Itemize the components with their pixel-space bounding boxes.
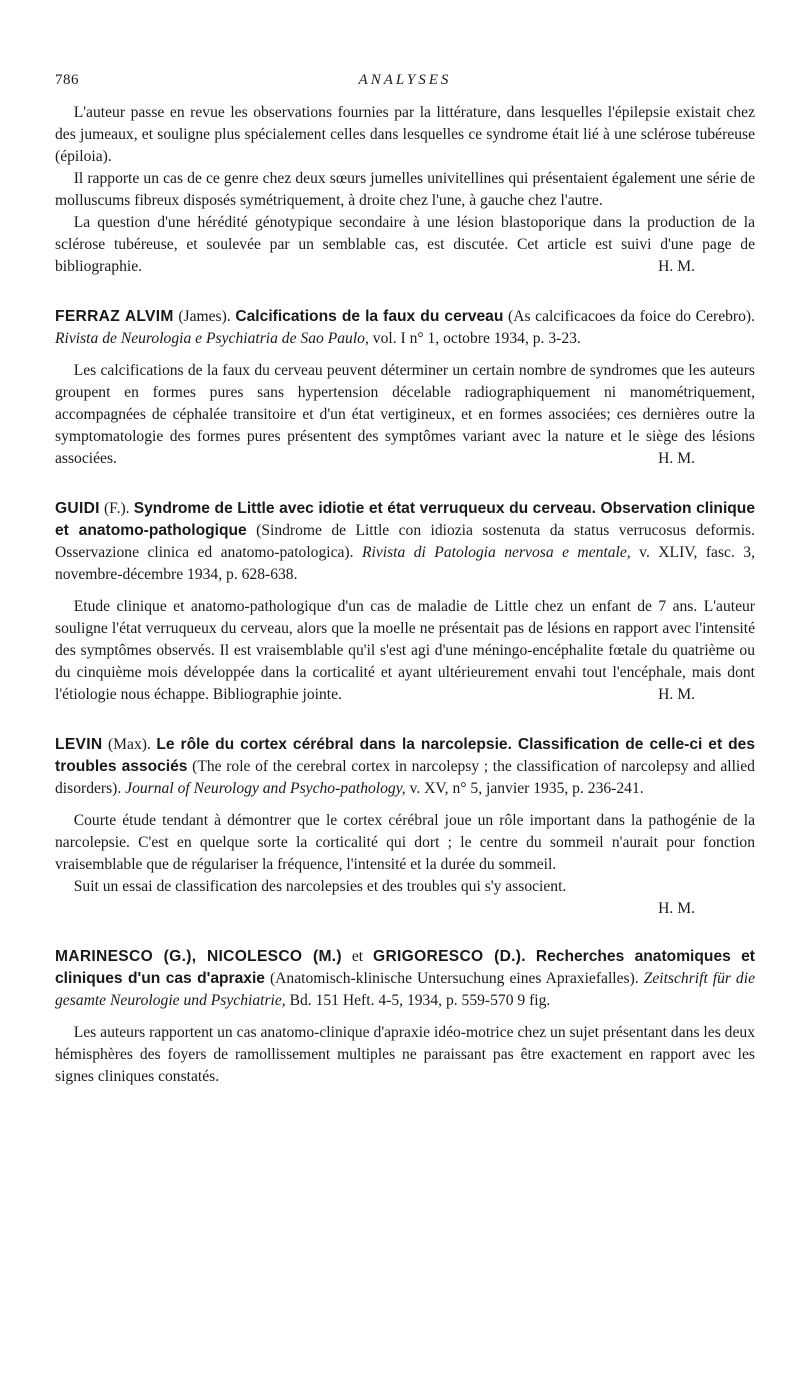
- intro-paragraph-text: La question d'une hérédité génotypique secondaire à une lésion blastoporique dans la production de la sclérose tubéreuse, et soulevée par un semblable cas, est discutée. Cet article est suivi d'une page de bibliographie.: [55, 214, 755, 275]
- review-entry: [55, 734, 755, 920]
- entry-paragraph: [55, 360, 755, 470]
- entry-journal: Zeitschrift für die gesamte Neurologie und Psychiatrie,: [55, 970, 755, 1009]
- entry-title: Recherches anatomiques et cliniques d'un cas d'apraxie: [55, 948, 755, 987]
- review-entry: [55, 946, 755, 1088]
- entry-author-paren: (F.).: [103, 500, 130, 517]
- entry-body: [55, 1022, 755, 1088]
- entry-journal: Rivista di Patologia nervosa e mentale,: [361, 544, 631, 561]
- entry-author-2: GRIGORESCO (D.).: [373, 948, 526, 965]
- intro-paragraph: Il rapporte un cas de ce genre chez deux sœurs jumelles univitellines qui présentaient également une série de molluscums fibreux disposés symétriquement, à droite chez l'une, à gauche chez l'autre.: [55, 170, 755, 209]
- signature: H. M.: [658, 686, 695, 703]
- entry-title: Calcifications de la faux du cerveau: [235, 308, 504, 325]
- signature: H. M.: [658, 258, 695, 275]
- entry-journal: Rivista de Neurologia e Psychiatria de Sao Paulo,: [55, 330, 369, 347]
- entry-heading: [55, 498, 755, 586]
- entry-paragraph-text: Les calcifications de la faux du cerveau peuvent déterminer un certain nombre de syndromes que les auteurs groupent en formes pures sans hypertension décelable radiographiquement ni manométriquement, accompagnées de céphalée transitoire et d'un état vertigineux, et en formes associées; ces dernières outre la symptomatologie des formes pures présentent des symptômes variant avec la nature et le siège des lésions associées.: [55, 362, 755, 467]
- entry-citation: vol. I n° 1, octobre 1934, p. 3-23.: [372, 330, 581, 347]
- entry-citation: v. XV, n° 5, janvier 1935, p. 236-241.: [409, 780, 644, 797]
- entry-citation: Bd. 151 Heft. 4-5, 1934, p. 559-570 9 fig.: [289, 992, 551, 1009]
- entry-paragraph: [55, 596, 755, 706]
- entry-title: Syndrome de Little avec idiotie et état verruqueux du cerveau. Observation clinique et anatomo-pathologique: [55, 500, 756, 539]
- entry-original-title: (The role of the cerebral cortex in narcolepsy ; the classification of narcolepsy and allied disorders).: [55, 758, 755, 797]
- entry-body: [55, 810, 755, 920]
- entry-body: [55, 360, 755, 470]
- page-header: [55, 0, 755, 102]
- entry-body: [55, 596, 755, 706]
- entry-author: GUIDI: [55, 500, 100, 517]
- entry-author: FERRAZ ALVIM: [55, 308, 174, 325]
- signature: H. M.: [658, 450, 695, 467]
- entry-author: MARINESCO (G.), NICOLESCO (M.): [55, 948, 342, 965]
- entry-author-paren: (Max).: [107, 736, 151, 753]
- review-entry: [55, 306, 755, 470]
- review-entry: [55, 498, 755, 706]
- entry-paragraph-text: Etude clinique et anatomo-pathologique d'un cas de maladie de Little chez un enfant de 7 ans. L'auteur souligne l'état verruqueux du cerveau, alors que la moelle ne présentait pas de lésions en rapport avec l'intensité des symptômes observés. Il est vraisemblable qu'il s'est agi d'une méningo-encéphalite fœtale du quatrième ou du cinquième mois développée dans la corticalité et ayant ultérieurement envahi tout l'encéphale, mais dont l'étiologie nous échappe. Bibliographie jointe.: [55, 598, 755, 703]
- entry-paragraph: Suit un essai de classification des narcolepsies et des troubles qui s'y associent.: [73, 878, 567, 895]
- entry-journal: Journal of Neurology and Psycho-pathology,: [125, 780, 406, 797]
- entry-citation: v. XLIV, fasc. 3, novembre-décembre 1934, p. 628-638.: [55, 544, 755, 583]
- entry-paragraph: Courte étude tendant à démontrer que le cortex cérébral joue un rôle important dans la pathogénie de la narcolepsie. C'est en quelque sorte la corticalité qui dort ; le centre du sommeil n'aurait pour fonction vraisemblable que de régulariser la fréquence, l'intensité et la durée du sommeil.: [55, 812, 755, 873]
- entry-paragraph: Les auteurs rapportent un cas anatomo-clinique d'apraxie idéo-motrice chez un sujet présentant dans les deux hémisphères des foyers de ramollissement multiples ne paraissant pas être exactement en rapport avec les signes cliniques constatés.: [55, 1024, 755, 1085]
- intro-section: [55, 102, 755, 278]
- page-number: 786: [55, 72, 79, 88]
- entry-original-title: (As calcificacoes da foice do Cerebro).: [508, 308, 755, 325]
- intro-paragraph-last: [55, 212, 755, 278]
- entry-heading: [55, 306, 755, 350]
- entry-original-title: (Sindrome de Little con idiozia sostenuta da status verrucosus deformis. Osservazione clinica ed anatomo-patologica).: [55, 522, 755, 561]
- intro-paragraph: L'auteur passe en revue les observations fournies par la littérature, dans lesquelles l'épilepsie existait chez des jumeaux, et souligne plus spécialement celles dans lesquelles ce syndrome était lié à une sclérose tubéreuse (épiloia).: [55, 104, 755, 165]
- signature: H. M.: [658, 900, 695, 917]
- entry-author-paren: (James).: [178, 308, 231, 325]
- entry-original-title: (Anatomisch-klinische Untersuchung eines Apraxiefalles).: [269, 970, 639, 987]
- entry-title: Le rôle du cortex cérébral dans la narcolepsie. Classification de celle-ci et des troubles associés: [55, 736, 755, 775]
- entry-author: LEVIN: [55, 736, 103, 753]
- entry-heading: [55, 734, 755, 800]
- entry-author-paren: et: [351, 948, 364, 965]
- entry-heading: [55, 946, 755, 1012]
- running-head: ANALYSES: [358, 72, 452, 88]
